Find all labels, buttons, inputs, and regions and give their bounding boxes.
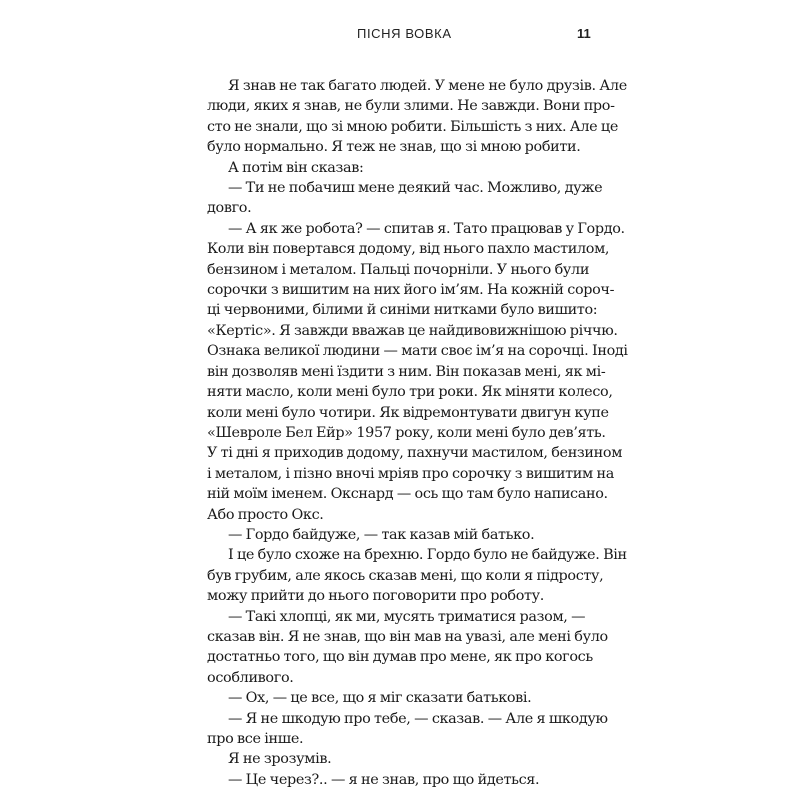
text-line: — Я не шкодую про тебе, — сказав. — Але я шкодую xyxy=(228,710,608,727)
text-line: Ознака великої людини — мати своє ім’я на сорочці. Іноді xyxy=(207,343,628,360)
text-line: — А як же робота? — спитав я. Тато працював у Гордо. xyxy=(228,220,625,237)
text-line: достатньо того, що він думав про мене, як про когось xyxy=(207,649,593,666)
text-line: — Ох, — це все, що я міг сказати батькові. xyxy=(228,690,532,707)
text-line: він дозволяв мені їздити з ним. Він показав мені, як мі- xyxy=(207,363,606,380)
text-line: довго. xyxy=(207,200,252,217)
text-line: ці червоними, білими й синіми нитками було вишито: xyxy=(207,302,598,319)
text-line: було нормально. Я теж не знав, що зі мною робити. xyxy=(207,139,581,156)
text-line: няти масло, коли мені було три роки. Як міняти колесо, xyxy=(207,384,613,401)
text-line: і металом, і пізно вночі мріяв про сорочку з вишитим на xyxy=(207,465,614,482)
text-line: Або просто Окс. xyxy=(207,506,324,523)
text-line: Коли він повертався додому, від нього пахло мастилом, xyxy=(207,241,610,258)
text-line: У ті дні я приходив додому, пахнучи мастилом, бензином xyxy=(207,445,623,462)
text-line: «Шевроле Бел Ейр» 1957 року, коли мені було дев’ять. xyxy=(207,424,606,441)
text-line: І це було схоже на брехню. Гордо було не байдуже. Він xyxy=(228,547,627,564)
text-line: особливого. xyxy=(207,669,294,686)
text-line: — Гордо байдуже, — так казав мій батько. xyxy=(228,526,535,543)
text-line: сказав він. Я не знав, що він мав на увазі, але мені було xyxy=(207,628,608,645)
body-text xyxy=(207,76,628,790)
page-number: 11 xyxy=(577,26,591,41)
text-line: був грубим, але якось сказав мені, що коли я підросту, xyxy=(207,567,604,584)
text-line: бензином і металом. Пальці почорніли. У нього були xyxy=(207,261,590,278)
text-line: сто не знали, що зі мною робити. Більшість з них. Але це xyxy=(207,118,619,135)
text-line: ній моїм іменем. Окснард — ось що там було написано. xyxy=(207,486,608,503)
text-line: сорочки з вишитим на них його ім’ям. На кожній сороч- xyxy=(207,282,615,299)
text-line: можу прийти до нього поговорити про роботу. xyxy=(207,588,544,605)
text-line: коли мені було чотири. Як відремонтувати двигун купе xyxy=(207,404,609,421)
text-line: — Ти не побачиш мене деякий час. Можливо, дуже xyxy=(228,180,603,197)
running-head xyxy=(0,26,800,46)
text-line: А потім він сказав: xyxy=(228,159,364,176)
text-line: про все інше. xyxy=(207,731,304,747)
text-line: «Кертіс». Я завжди вважав це найдивовижнішою річчю. xyxy=(207,322,618,339)
text-line: Я не зрозумів. xyxy=(228,751,332,768)
text-line: Я знав не так багато людей. У мене не було друзів. Але xyxy=(228,78,627,94)
text-line: — Це через?.. — я не знав, про що йдеться. xyxy=(228,771,540,788)
text-line: — Такі хлопці, як ми, мусять триматися разом, — xyxy=(228,608,586,625)
running-title: ПІСНЯ ВОВКА xyxy=(357,26,452,41)
text-line: люди, яких я знав, не були злими. Не завжди. Вони про- xyxy=(207,98,615,115)
